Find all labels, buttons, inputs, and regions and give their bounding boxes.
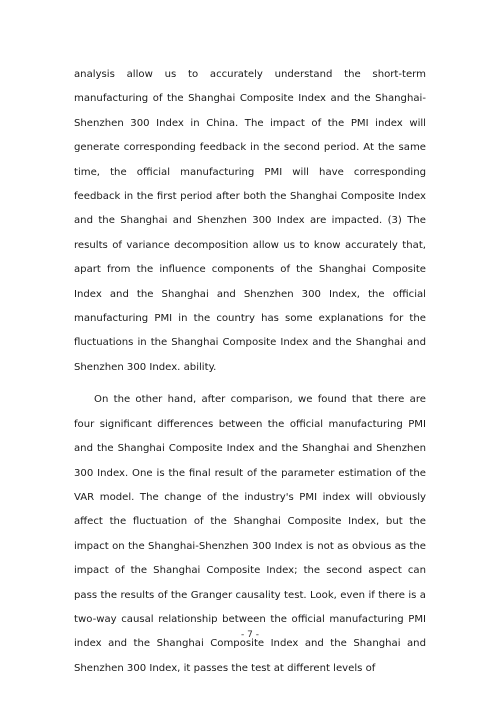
page-number: - 7 - [241,630,259,640]
paragraph-comparison: On the other hand, after comparison, we found that there are four significant differences between the official manufacturing PMI and the Shanghai Composite Index and the Shanghai and Shenzhen 300 Index. One is the final result of the parameter estimation of the VAR model. The change of the industry's PMI index will obviously affect the fluctuation of the Shanghai Composite Index, but the impact on the Shanghai-Shenzhen 300 Index is not as obvious as the impact of the Shanghai Composite Index; the second aspect can pass the results of the Granger causality test. Look, even if there is a two-way causal relationship between the official manufacturing PMI index and the Shanghai Composite Index and the Shanghai and Shenzhen 300 Index, it passes the test at different levels of [74,394,426,674]
body-text [74,63,426,681]
paragraph-continuation: analysis allow us to accurately understand the short-term manufacturing of the Shanghai Composite Index and the Shanghai-Shenzhen 300 Index in China. The impact of the PMI index will generate corresponding feedback in the second period. At the same time, the official manufacturing PMI will have corresponding feedback in the first period after both the Shanghai Composite Index and the Shanghai and Shenzhen 300 Index are impacted. (3) The results of variance decomposition allow us to know accurately that, apart from the influence components of the Shanghai Composite Index and the Shanghai and Shenzhen 300 Index, the official manufacturing PMI in the country has some explanations for the fluctuations in the Shanghai Composite Index and the Shanghai and Shenzhen 300 Index. ability. [74,69,426,373]
